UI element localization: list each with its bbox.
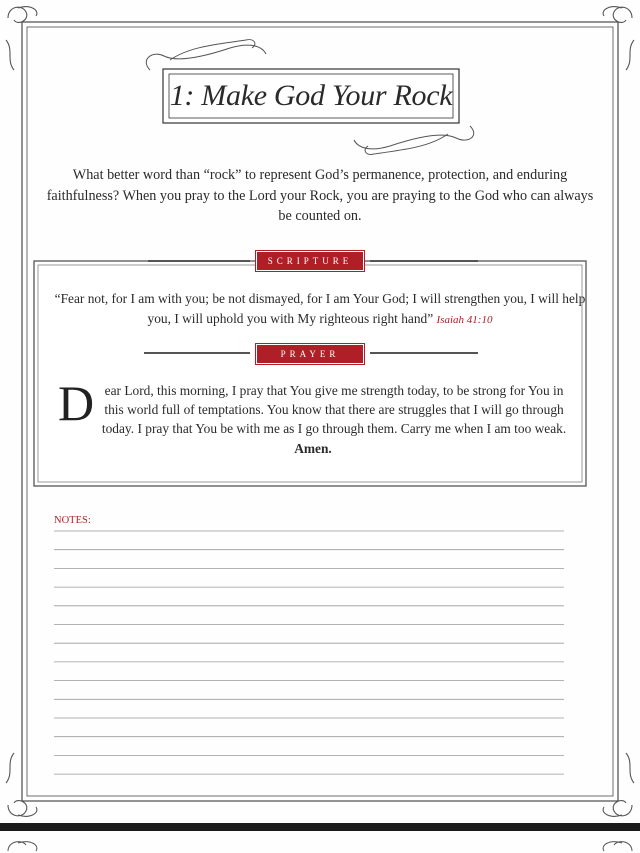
scripture-badge: SCRIPTURE xyxy=(257,252,363,270)
next-page-flourish-icon xyxy=(0,831,640,853)
prayer-badge: PRAYER xyxy=(257,345,363,363)
prayer-text: ear Lord, this morning, I pray that You give me strength today, to be strong for You in this world full of temptations. You know that there are struggles that I will go through today. I pray that You be with me as I go through them. Carry me when I am too weak. xyxy=(101,383,567,437)
scripture-text: “Fear not, for I am with you; be not dismayed, for I am Your God; I will strengthen you, I will help you, I will uphold you with My righteous right hand” xyxy=(54,291,586,326)
prayer-paragraph xyxy=(58,375,568,458)
prayer-drop-cap: D xyxy=(58,375,95,431)
notes-label: NOTES: xyxy=(54,515,91,526)
title-box xyxy=(165,71,457,121)
intro-paragraph: What better word than “rock” to represent God’s permanence, protection, and enduring faithfulness? When you pray to the Lord your Rock, you are praying to the God who can always be counted on. xyxy=(46,167,594,224)
page-title: 1: Make God Your Rock xyxy=(169,79,453,112)
notes-lines xyxy=(54,531,564,774)
next-page-edge xyxy=(0,831,640,853)
scripture-verse xyxy=(50,289,590,330)
scripture-reference: Isaiah 41:10 xyxy=(436,314,493,326)
prayer-closing: Amen. xyxy=(294,440,332,456)
